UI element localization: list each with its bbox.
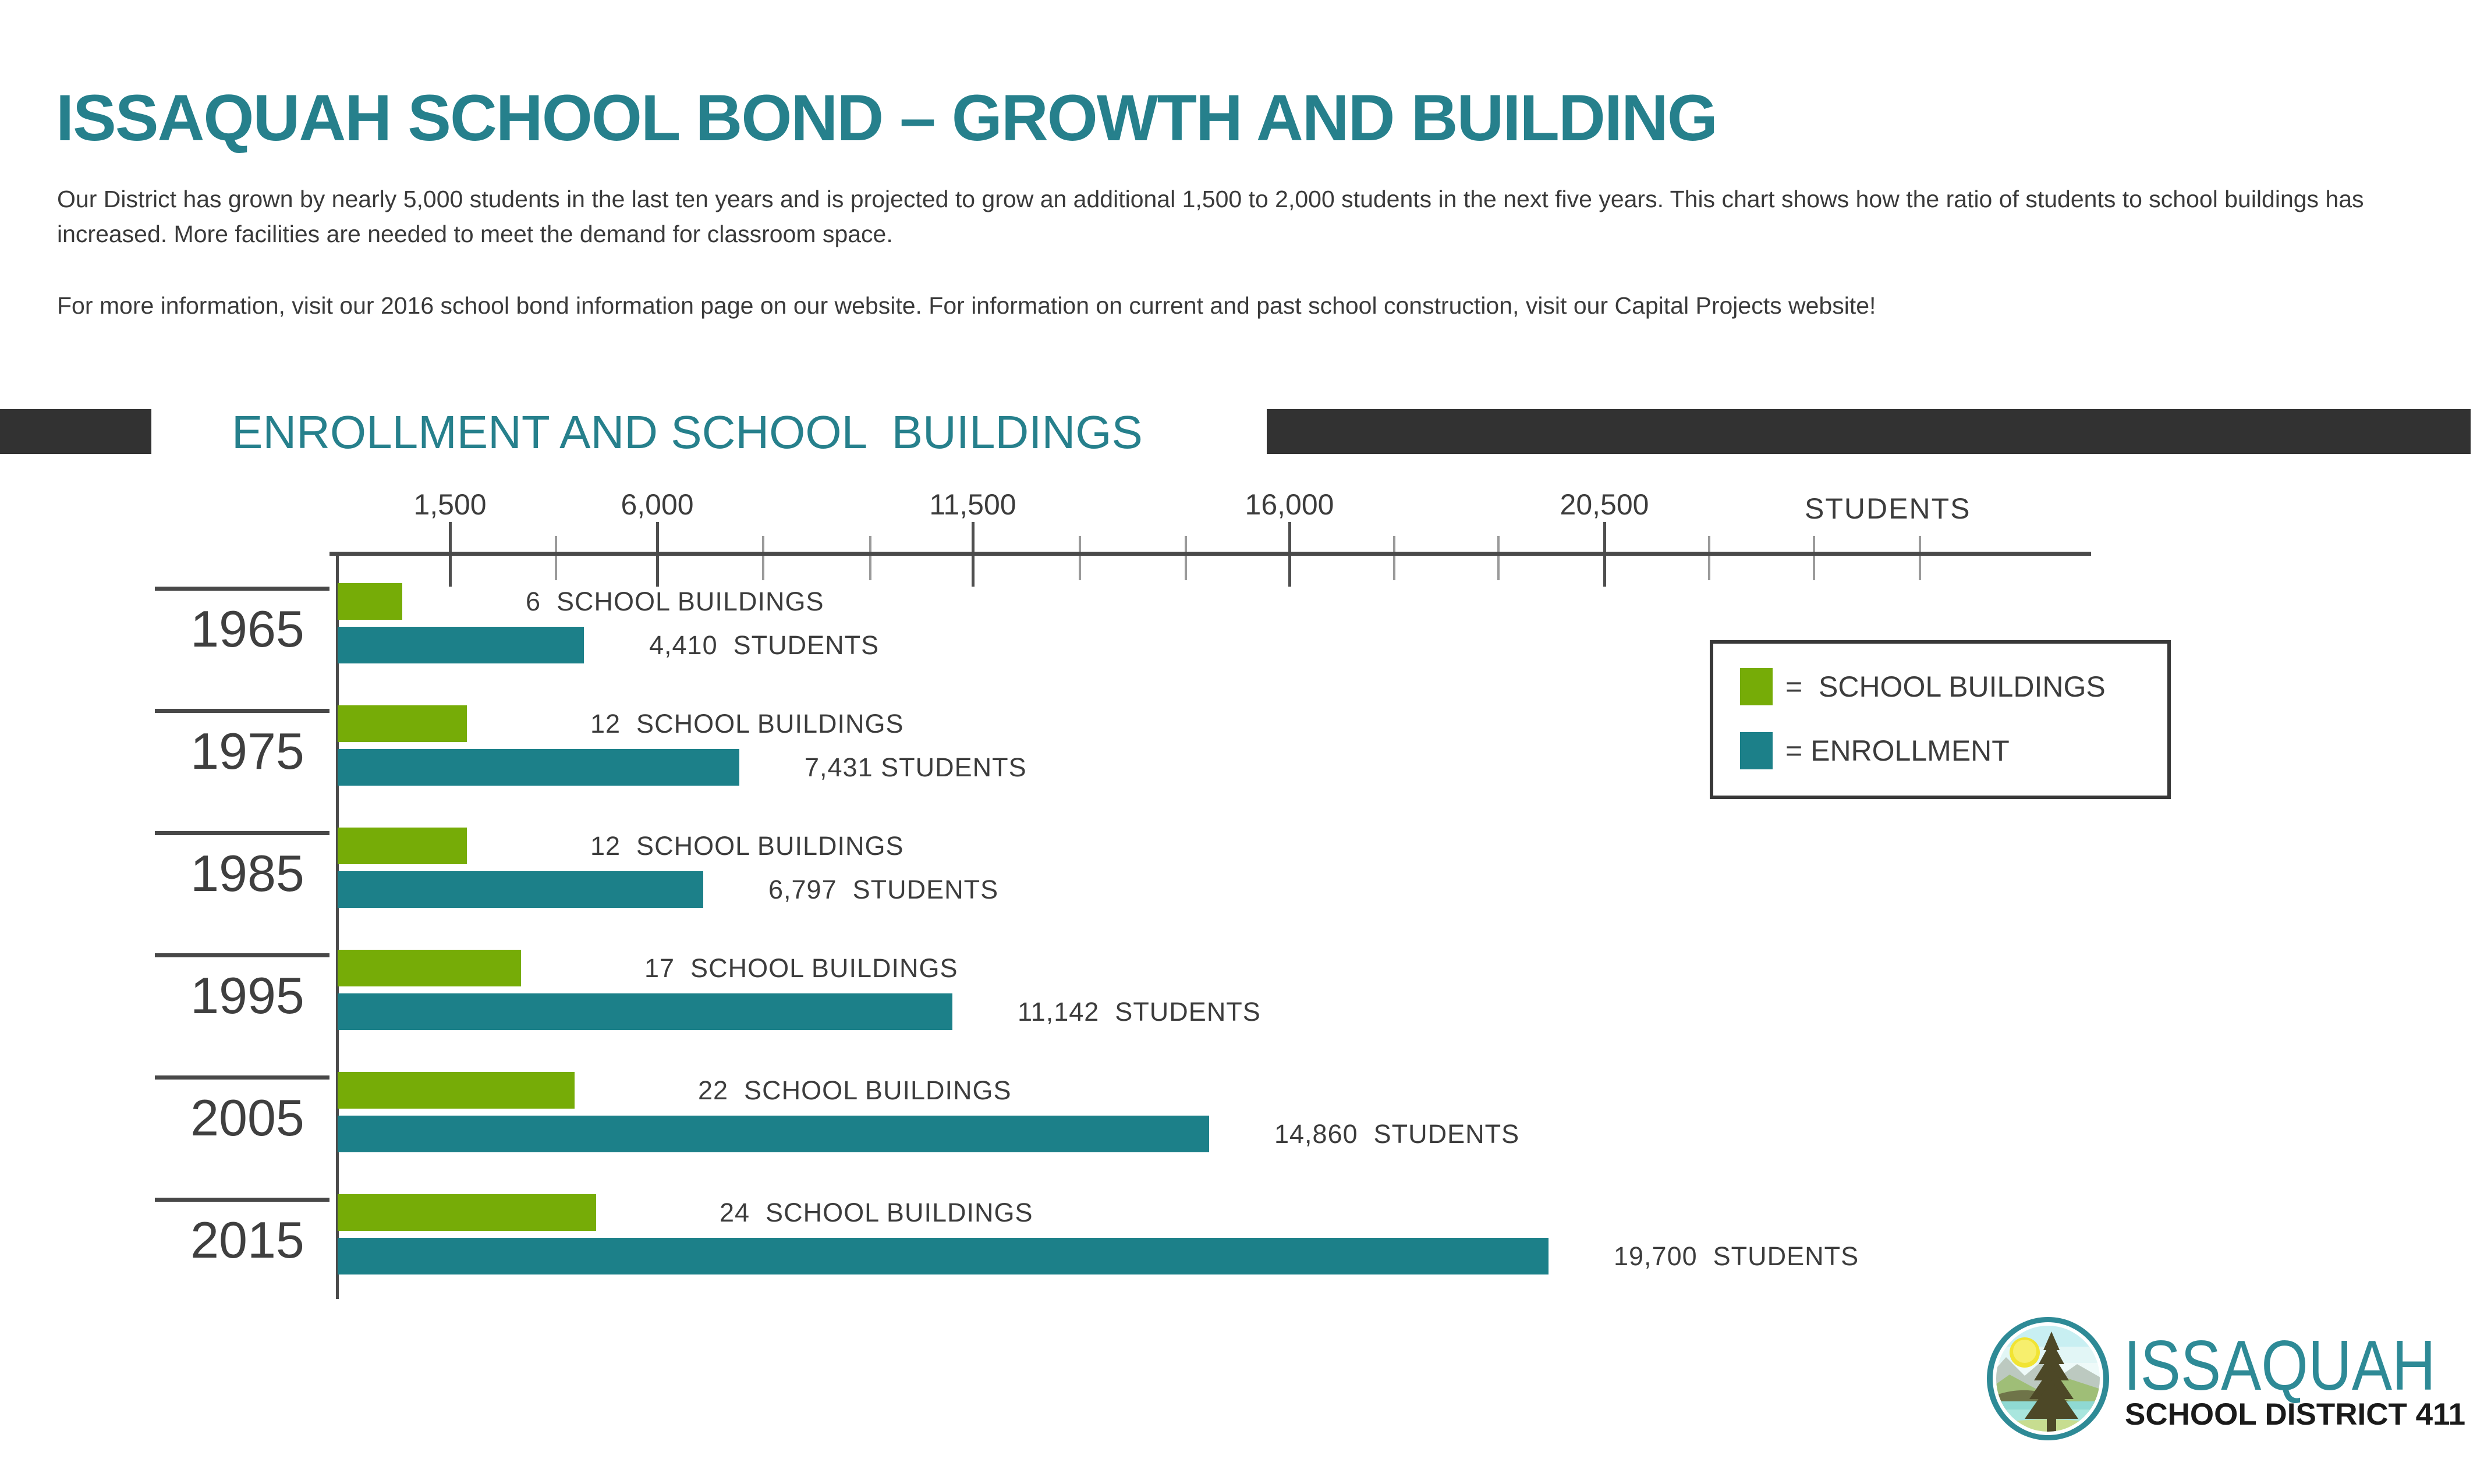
legend-label: = SCHOOL BUILDINGS [1785,670,2106,703]
more-info-paragraph: For more information, visit our 2016 school bond information page on our website. For information on current and past school construction, visit our Capital Projects website! [57,292,1876,319]
legend [1710,640,2171,799]
x-axis-tick-label: 1,500 [413,488,487,521]
intro-paragraph: Our District has grown by nearly 5,000 students in the last ten years and is projected to grow an additional 1,500 to 2,000 students in the next five years. This chart shows how the ratio of students to school buildings has increased. More facilities are needed to meet the demand for classroom space. [57,186,2364,247]
x-axis-tick-label: 6,000 [621,488,694,521]
year-label: 1965 [190,600,304,658]
buildings-bar [338,950,521,986]
row-separator [155,709,329,713]
enrollment-label: 11,142 STUDENTS [1018,997,1261,1027]
x-axis-minor-tick [1708,536,1710,580]
row-separator [155,587,329,591]
section-band-right [1267,409,2471,454]
buildings-bar [338,1194,596,1231]
enrollment-label: 7,431 STUDENTS [805,752,1027,782]
x-axis-minor-tick [1919,536,1921,580]
enrollment-bar [338,993,952,1030]
section-band-left [0,409,151,454]
x-axis-minor-tick [1813,536,1815,580]
x-axis-minor-tick [1497,536,1500,580]
buildings-label: 22 SCHOOL BUILDINGS [698,1075,1012,1105]
enrollment-bar [338,1238,1549,1274]
enrollment-label: 14,860 STUDENTS [1274,1119,1520,1149]
buildings-label: 12 SCHOOL BUILDINGS [590,831,904,861]
buildings-label: 24 SCHOOL BUILDINGS [720,1198,1033,1227]
enrollment-bar [338,1116,1209,1152]
x-axis-minor-tick [1185,536,1187,580]
enrollment-label: 4,410 STUDENTS [649,630,880,660]
x-axis-tick-label: 20,500 [1560,488,1649,521]
enrollment-label: 6,797 STUDENTS [768,875,999,904]
x-axis-tick-label: 11,500 [929,488,1016,521]
buildings-label: 12 SCHOOL BUILDINGS [590,709,904,739]
x-axis-line [329,552,2091,556]
buildings-bar [338,583,402,620]
x-axis-tick-label: 16,000 [1245,488,1334,521]
enrollment-bar [338,749,739,786]
school-buildings-swatch [1740,668,1773,705]
enrollment-label: 19,700 STUDENTS [1614,1241,1859,1271]
buildings-bar [338,705,467,742]
x-axis-minor-tick [869,536,871,580]
district-logo-name: ISSAQUAH [2124,1326,2436,1405]
buildings-label: 17 SCHOOL BUILDINGS [644,953,958,983]
page-title: ISSAQUAH SCHOOL BOND – GROWTH AND BUILDING [56,81,1717,154]
x-axis-minor-tick [1079,536,1081,580]
x-axis-minor-tick [762,536,764,580]
district-logo-icon [1986,1316,2110,1444]
year-label: 1995 [190,967,304,1024]
legend-label: = ENROLLMENT [1785,734,2010,767]
row-separator [155,953,329,957]
year-label: 2005 [190,1089,304,1146]
enrollment-swatch [1740,732,1773,769]
row-separator [155,831,329,835]
x-axis-minor-tick [1393,536,1395,580]
y-axis-line [336,552,339,1299]
row-separator [155,1198,329,1202]
year-label: 2015 [190,1211,304,1269]
district-logo-subtitle: SCHOOL DISTRICT 411 [2125,1397,2466,1432]
x-axis-minor-tick [555,536,557,580]
chart-title: ENROLLMENT AND SCHOOL BUILDINGS [232,406,1143,458]
buildings-label: 6 SCHOOL BUILDINGS [526,587,824,616]
axis-unit-label: STUDENTS [1805,492,1971,525]
year-label: 1975 [190,722,304,780]
enrollment-bar [338,871,703,908]
enrollment-bar [338,627,584,663]
row-separator [155,1075,329,1080]
year-label: 1985 [190,844,304,902]
buildings-bar [338,828,467,864]
buildings-bar [338,1072,575,1109]
